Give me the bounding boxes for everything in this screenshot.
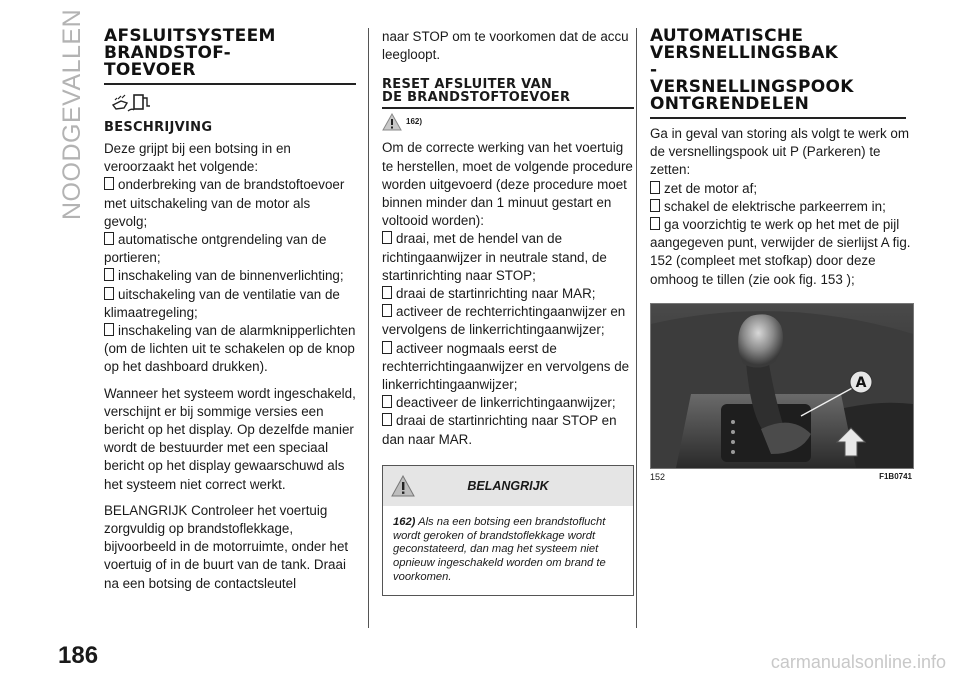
column-divider <box>368 28 369 628</box>
list-item: draai de startinrichting naar MAR; <box>382 285 634 303</box>
important-box-text: Als na een botsing een brandstoflucht wordt geroken of brandstoflekkage wordt geconstateerd, dan mag het systeem niet opnieuw ingeschakeld worden om brand te voorkomen. <box>393 515 606 584</box>
figure-caption <box>650 472 912 482</box>
list-item: draai de startinrichting naar STOP en dan naar MAR. <box>382 412 634 448</box>
list-item: inschakeling van de binnenverlichting; <box>104 267 356 285</box>
column-gear-lever <box>650 28 912 482</box>
list-item: inschakeling van de alarmknipperlichten (om de lichten uit te schakelen op de knop op het dashboard drukken). <box>104 322 356 377</box>
list-item: ga voorzichtig te werk op het met de pijl aangegeven punt, verwijder de sierlijst A fig. 152 (compleet met stofkap) door deze omhoog te tillen (zie ook fig. 153 ); <box>650 216 912 289</box>
display-message-paragraph: Wanneer het systeem wordt ingeschakeld, verschijnt er bij sommige versies een bericht op het display. Op dezelfde manier wordt de bestuurder met een speciaal bericht op het display gewaarschuwd als het systeem niet correct werkt. <box>104 385 356 492</box>
description-heading: BESCHRIJVING <box>104 120 213 135</box>
page-number: 186 <box>58 642 99 669</box>
important-box-header <box>383 466 633 506</box>
list-item: automatische ontgrendeling van de portieren; <box>104 231 356 267</box>
important-box-body <box>383 506 633 595</box>
reset-title: RESET AFSLUITER VAN DE BRANDSTOFTOEVOER <box>382 78 634 109</box>
list-item: draai, met de hendel van de richtingaanwijzer in neutrale stand, de startinrichting naar STOP; <box>382 230 634 285</box>
column-divider <box>636 28 637 628</box>
list-item: zet de motor af; <box>650 180 912 198</box>
gear-lever-title: AUTOMATISCHE VERSNELLINGSBAK - VERSNELLINGSPOOK ONTGRENDELEN <box>650 28 906 119</box>
list-item: deactiveer de linkerrichtingaanwijzer; <box>382 394 634 412</box>
reset-intro: Om de correcte werking van het voertuig te herstellen, moet de volgende procedure worden uitgevoerd (deze procedure moet binnen minder dan 1 minuut gestart en voltooid worden): <box>382 140 633 229</box>
section-side-tab <box>58 8 88 220</box>
gear-lever-figure <box>650 303 914 469</box>
list-item: onderbreking van de brandstoftoevoer met uitschakeling van de motor als gevolg; <box>104 176 356 231</box>
list-item: uitschakeling van de ventilatie van de klimaatregeling; <box>104 286 356 322</box>
continuation-text: naar STOP om te voorkomen dat de accu leegloopt. <box>382 29 629 63</box>
important-box <box>382 465 634 596</box>
warning-reference <box>382 113 634 139</box>
warning-ref-number: 162) <box>406 117 423 127</box>
column-reset <box>382 28 634 596</box>
fuel-cutoff-icon <box>110 91 356 117</box>
column-fuel-cutoff <box>104 28 356 593</box>
figure-label-a: A <box>855 374 867 391</box>
fuel-cutoff-title: AFSLUITSYSTEEM BRANDSTOF- TOEVOER <box>104 28 356 85</box>
warning-triangle-icon <box>382 113 402 131</box>
list-item: schakel de elektrische parkeerrem in; <box>650 198 912 216</box>
watermark: carmanualsonline.info <box>770 652 946 672</box>
list-item: activeer nogmaals eerst de rechterrichtingaanwijzer en vervolgens de linkerrichtingaanwijzer; <box>382 340 634 395</box>
list-item: activeer de rechterrichtingaanwijzer en vervolgens de linkerrichtingaanwijzer; <box>382 303 634 339</box>
section-side-tab-label: NOODGEVALLEN <box>58 8 86 220</box>
figure-code: F1B0741 <box>879 471 912 481</box>
fuel-cutoff-intro: Deze grijpt bij een botsing in en veroorzaakt het volgende: <box>104 141 291 175</box>
gear-lever-illustration <box>651 304 913 468</box>
important-box-title: BELANGRIJK <box>467 478 549 493</box>
figure-number: 152 <box>650 471 666 482</box>
gear-lever-intro: Ga in geval van storing als volgt te werk om de versnellingspook uit P (Parkeren) te zetten: <box>650 126 910 178</box>
important-paragraph: BELANGRIJK Controleer het voertuig zorgvuldig op brandstoflekkage, bijvoorbeeld in de motorruimte, onder het voertuig of in de buurt van de tank. Draai na een botsing de contactsleutel <box>104 502 349 591</box>
important-box-ref: 162) <box>393 515 416 528</box>
